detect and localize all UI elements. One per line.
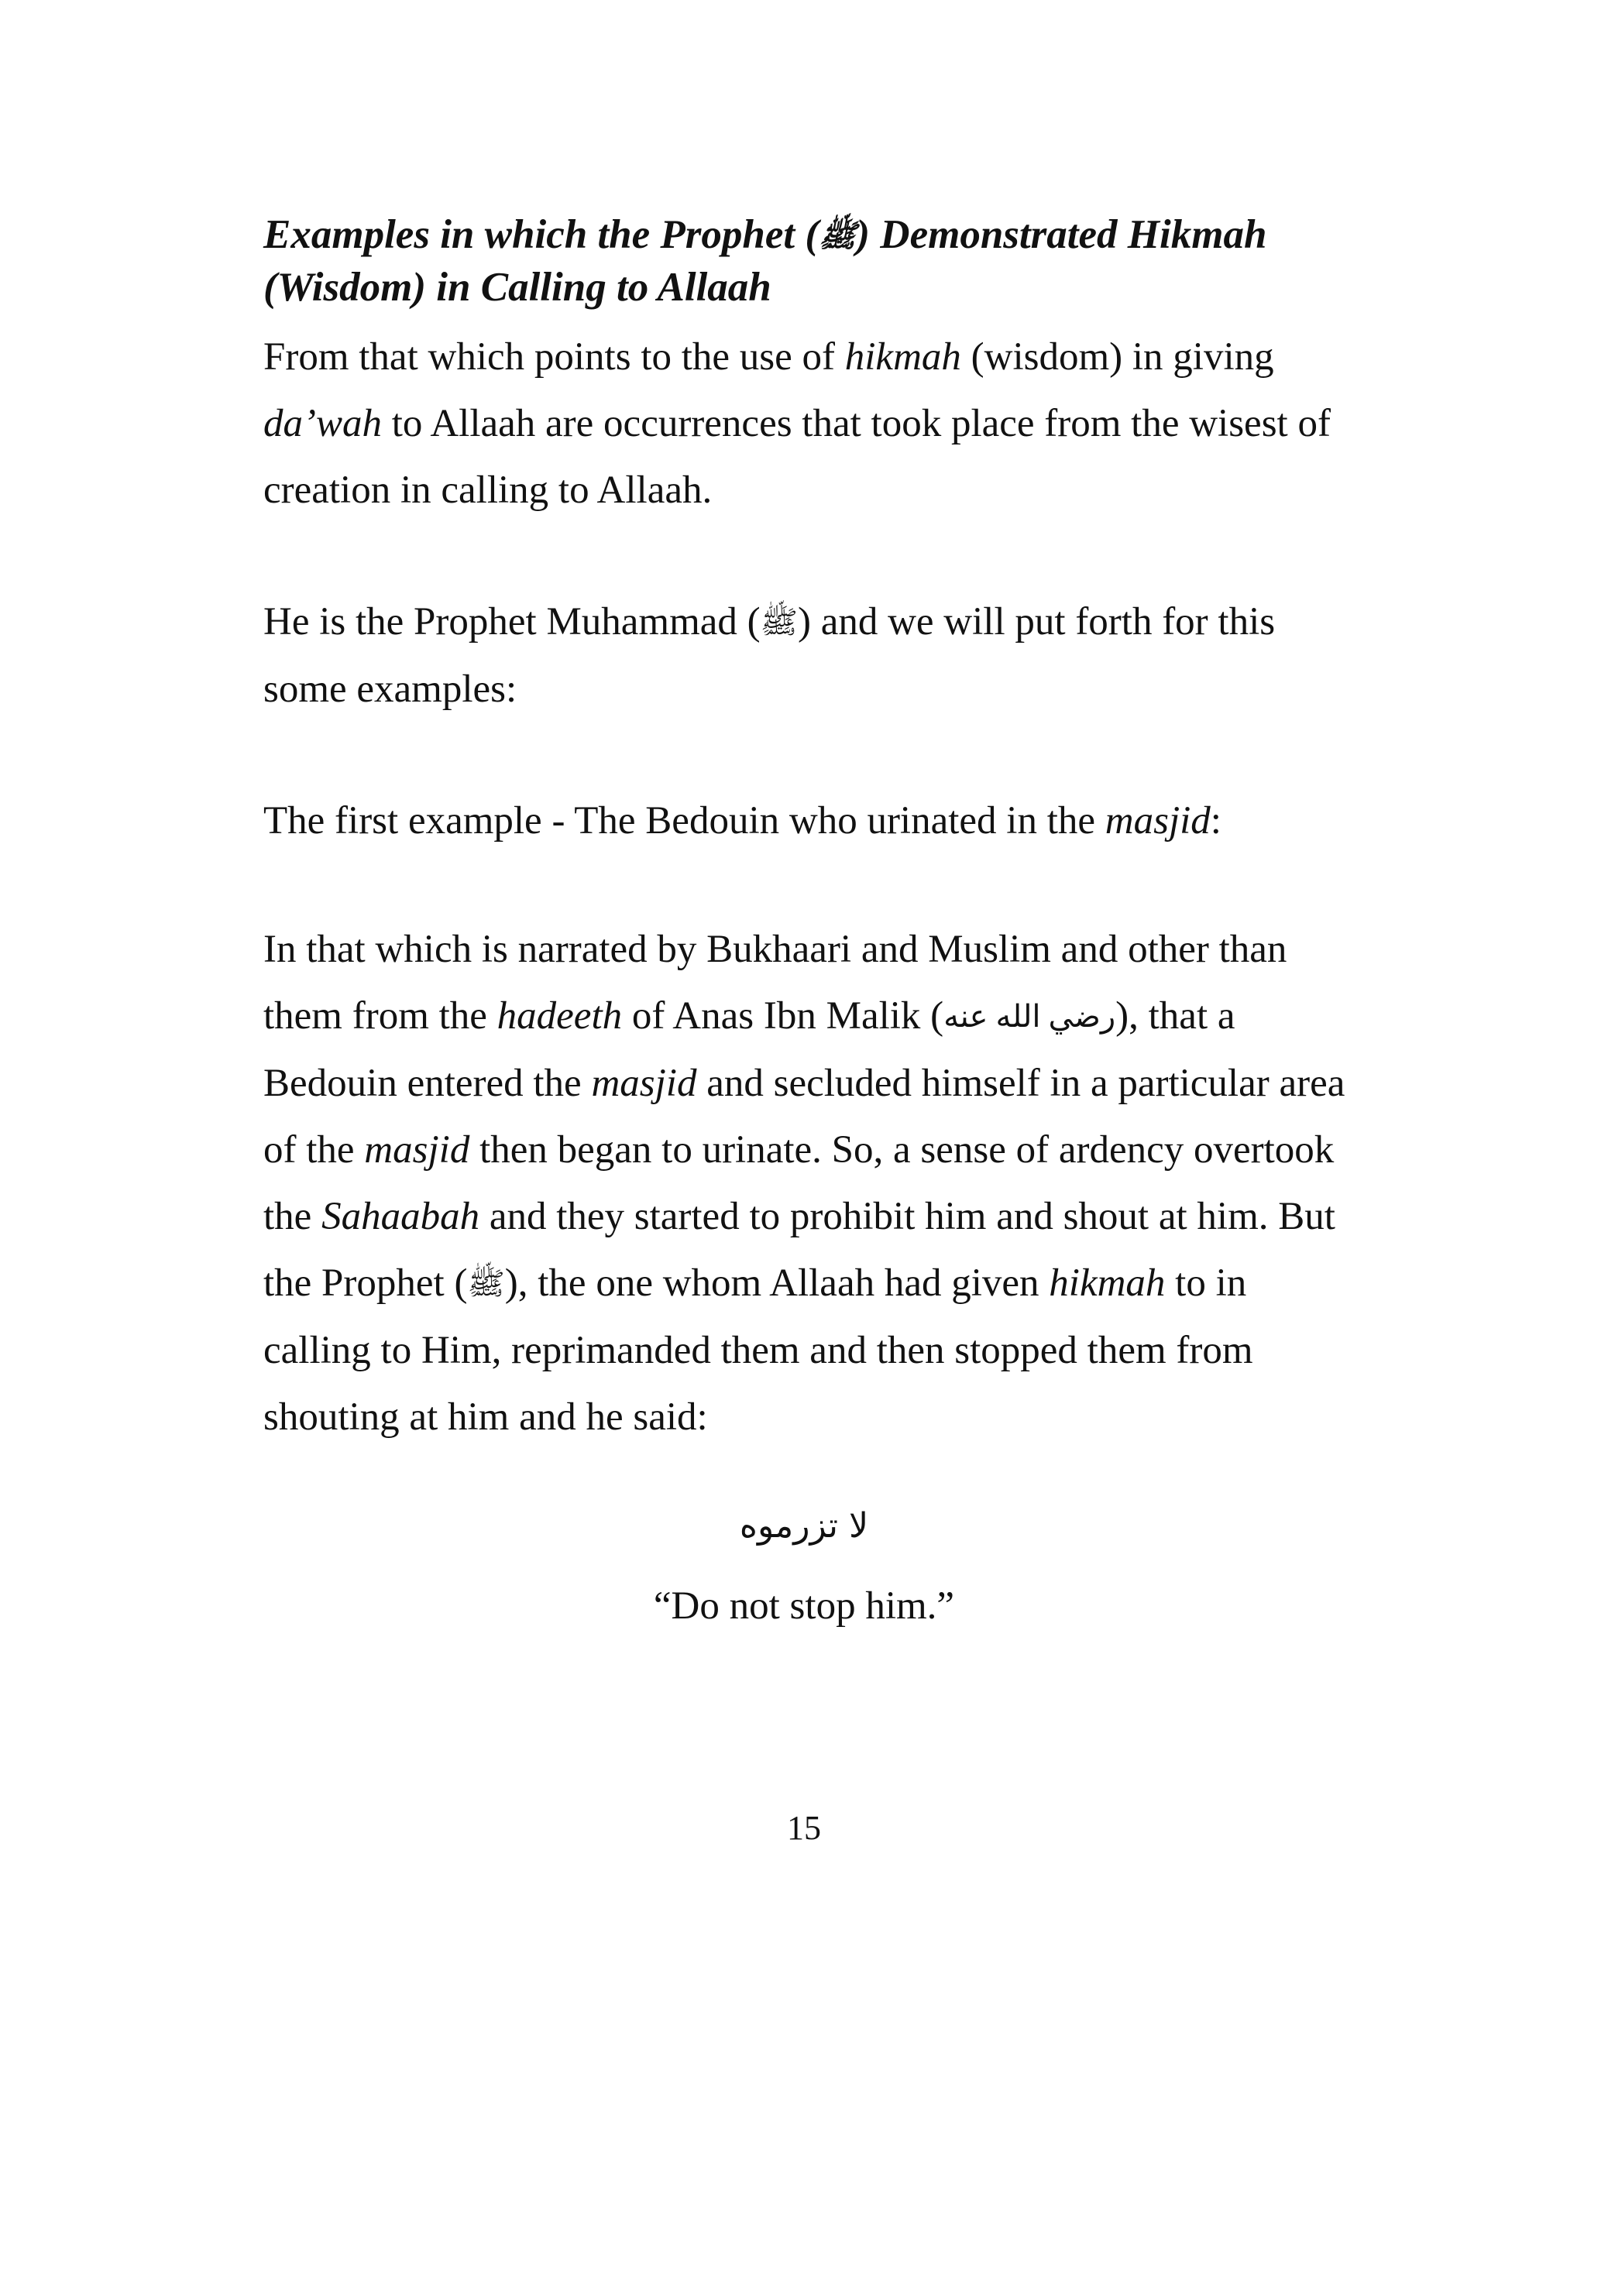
italic-term: hikmah [1049, 1261, 1166, 1305]
heading-text: Examples in which the Prophet ( [263, 212, 819, 257]
text: of Anas Ibn Malik ( [622, 994, 944, 1038]
paragraph-narration [263, 916, 1363, 1450]
spacer [263, 523, 1363, 589]
italic-term: hikmah [844, 335, 961, 379]
text: He is the Prophet Muhammad ( [263, 600, 761, 643]
text: : [1210, 799, 1221, 843]
honorific-symbol: ﷺ [467, 1266, 505, 1301]
page-number: 15 [787, 1809, 821, 1847]
paragraph-prophet [263, 589, 1363, 722]
text: ), the one whom Allaah had given [504, 1261, 1050, 1305]
text: and they started to prohibit him and shout at him. But the Prophet ( [263, 1195, 1335, 1305]
honorific-symbol: رضي الله عنه [943, 999, 1116, 1034]
text: and secluded himself in a particular area of the [263, 1062, 1345, 1172]
text: ) and we will put forth for this some examples: [263, 600, 1276, 711]
text: to Allaah are occurrences that took place from the wisest of creation in calling to Allaah. [263, 402, 1331, 512]
paragraph-intro [263, 324, 1363, 523]
italic-term: da’wah [263, 402, 382, 445]
text: ), that a Bedouin entered the [263, 994, 1235, 1105]
arabic-quote: لا تزرموه [739, 1506, 869, 1546]
spacer [263, 854, 1363, 916]
italic-term: masjid [591, 1062, 697, 1105]
italic-term: masjid [1105, 799, 1211, 843]
italic-term: Sahaabah [321, 1195, 480, 1238]
text: (wisdom) in giving [960, 335, 1274, 379]
honorific-symbol: ﷺ [819, 218, 857, 253]
text: In that which is narrated by Bukhaari and Muslim and other than them from the [263, 928, 1287, 1038]
text: The first example - The Bedouin who urinated in the [263, 799, 1105, 843]
page-body [263, 209, 1363, 1450]
section-heading [263, 209, 1363, 313]
italic-term: masjid [364, 1128, 470, 1172]
text: From that which points to the use of [263, 335, 845, 379]
quote-translation: “Do not stop him.” [653, 1584, 955, 1628]
text: then began to urinate. So, a sense of ardency overtook the [263, 1128, 1335, 1238]
italic-term: hadeeth [496, 994, 623, 1038]
heading-text: ) Demonstrated Hikmah (Wisdom) in Calling to Allaah [263, 212, 1267, 310]
honorific-symbol: ﷺ [760, 605, 798, 640]
paragraph-first-example [263, 788, 1363, 854]
spacer [263, 722, 1363, 788]
text: to in calling to Him, reprimanded them and then stopped them from shouting at him and he said: [263, 1261, 1253, 1439]
